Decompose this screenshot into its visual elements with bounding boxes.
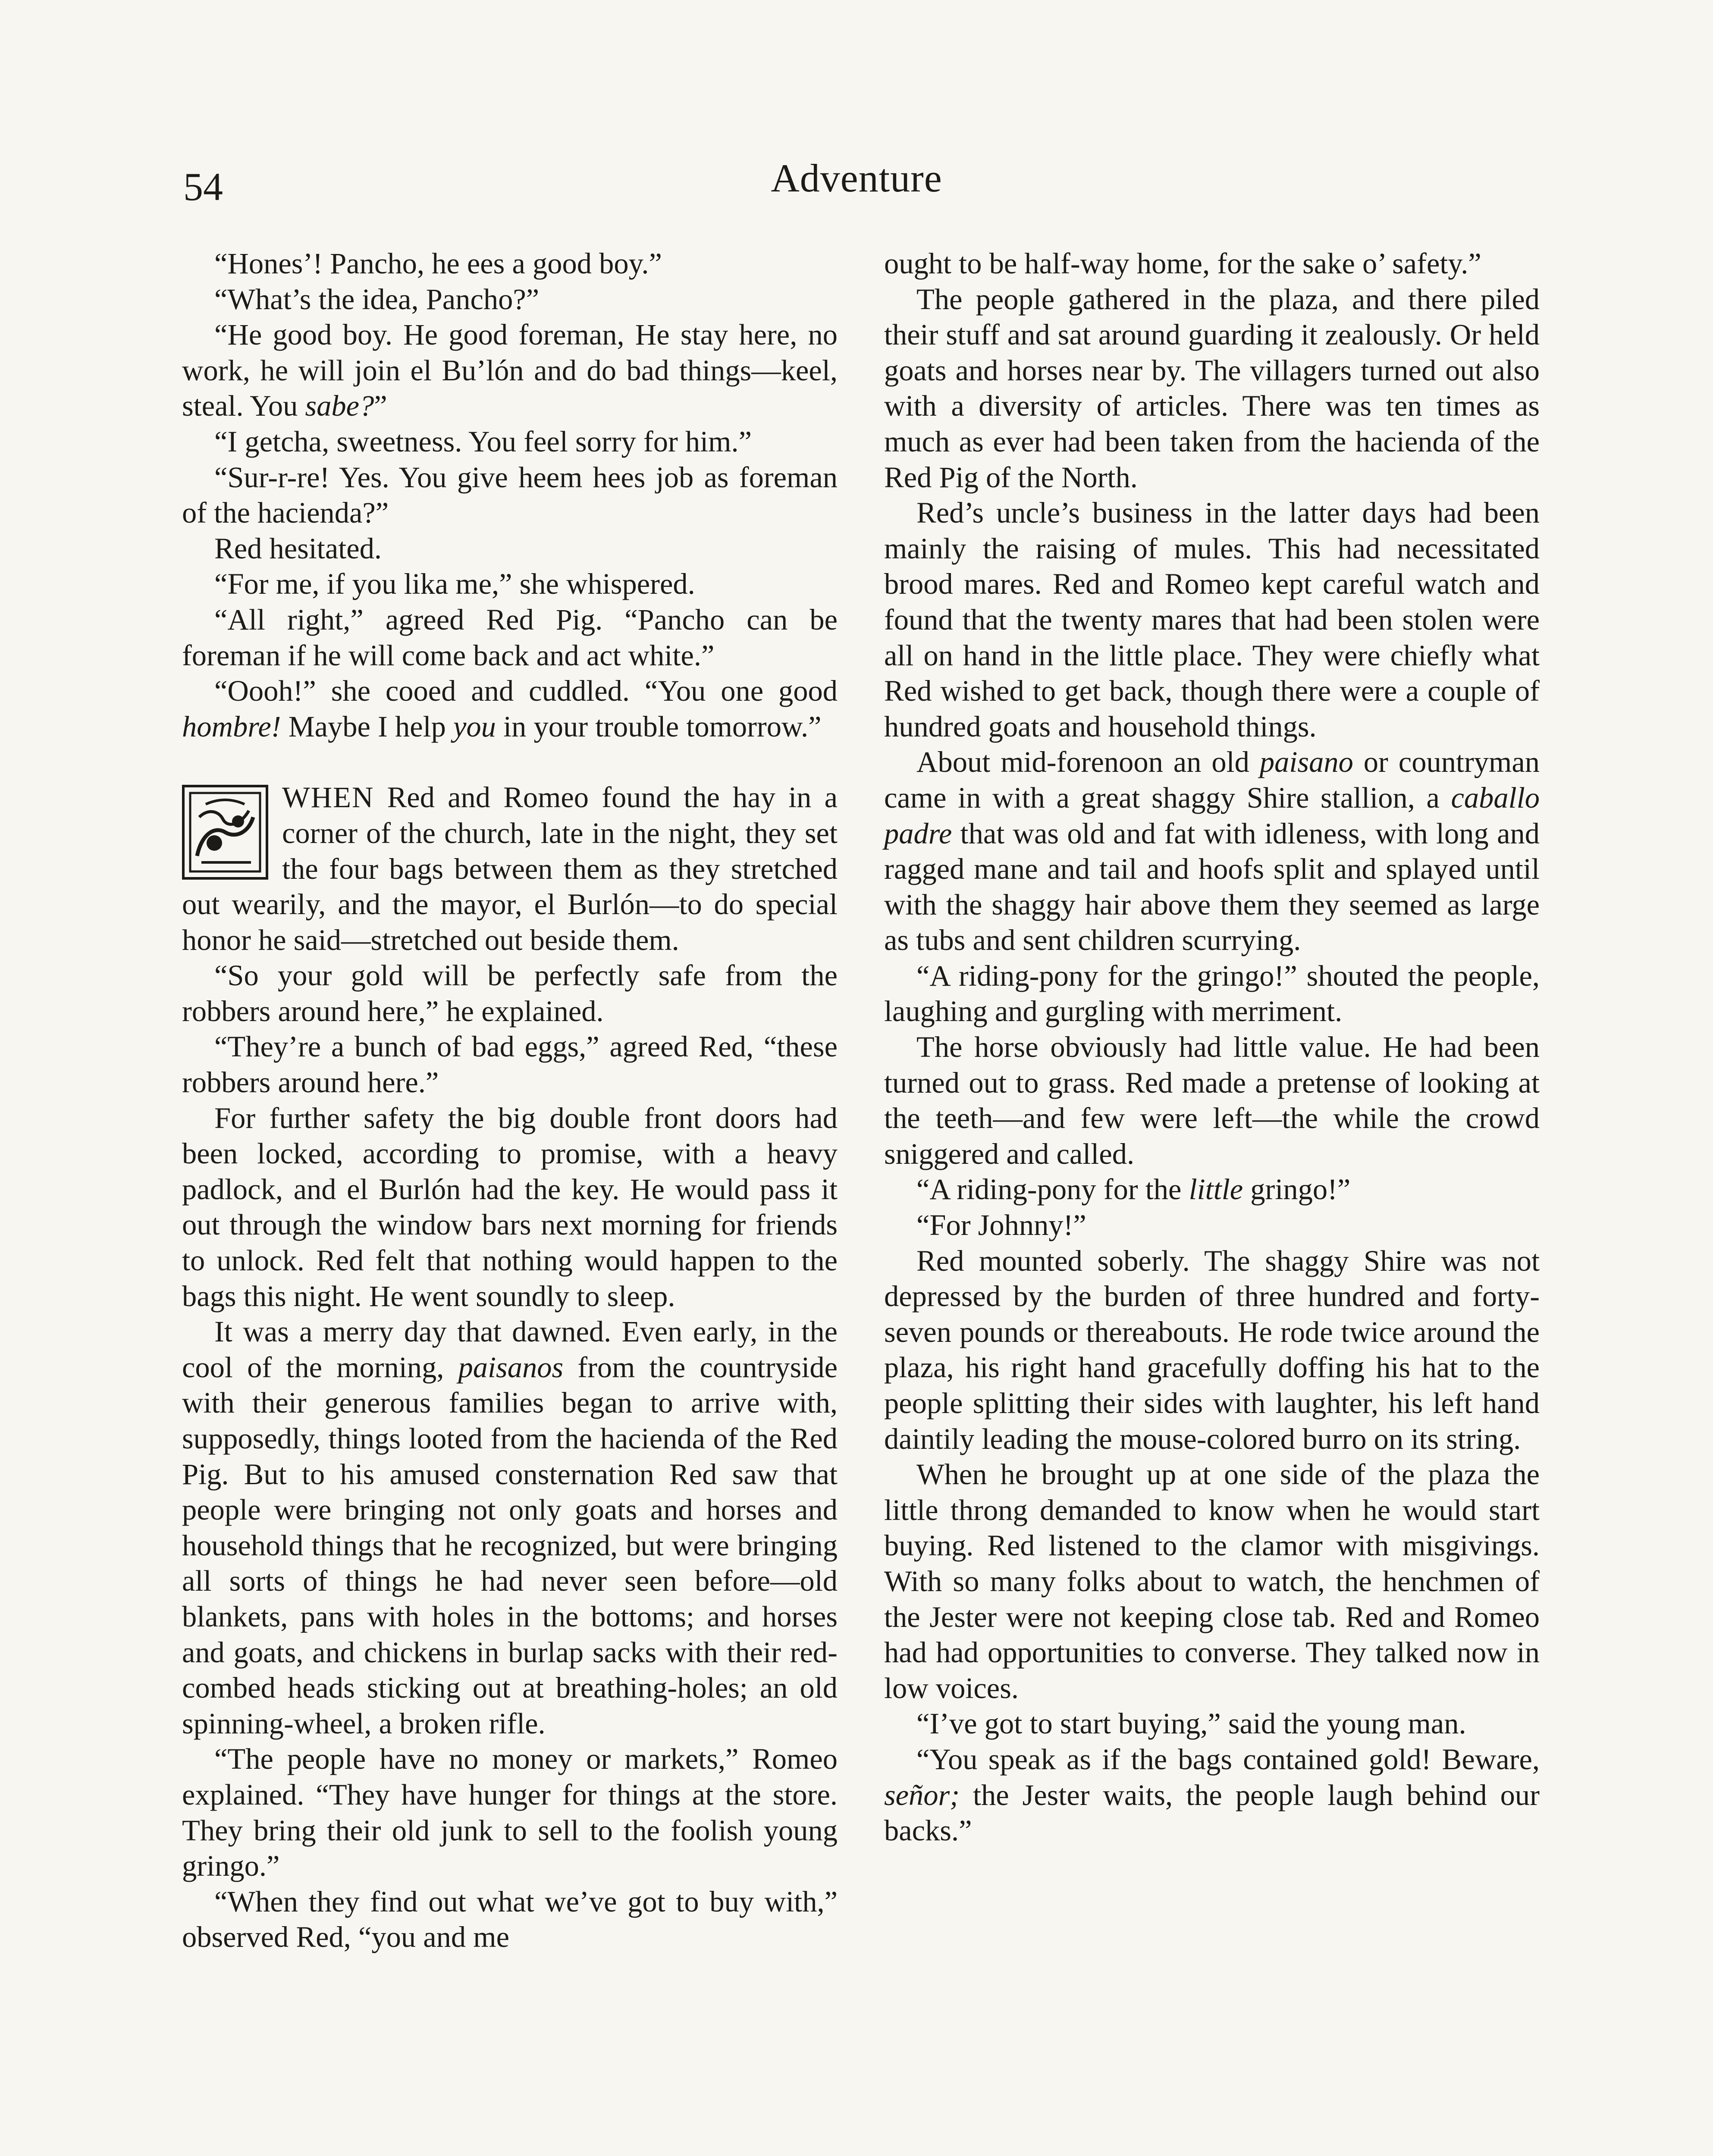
paragraph: “All right,” agreed Red Pig. “Pancho can be foreman if he will come back and act white.”: [182, 603, 838, 672]
paragraph: Red hesitated.: [214, 532, 382, 565]
ornamental-drop-cap-icon: [182, 785, 268, 880]
paragraph: “A riding-pony for the little gringo!”: [916, 1173, 1351, 1206]
paragraph: “So your gold will be perfectly safe from the robbers around here,” he explained.: [182, 959, 838, 1028]
paragraph: Red’s uncle’s business in the latter days had been mainly the raising of mules. This had necessitated brood mares. Red and Romeo kept careful watch and found that the twenty mares that had been stolen were all on hand in the little place. They were chiefly what Red wished to get back, though there were a couple of hundred goats and household things.: [884, 496, 1540, 743]
page-number: 54: [183, 165, 223, 209]
page-header: [0, 155, 1713, 216]
paragraph: For further safety the big double front doors had been locked, according to promise, with a heavy padlock, and el Burlón had the key. He would pass it out through the window bars next morning for friends to unlock. Red felt that nothing would happen to the bags this night. He went soundly to sleep.: [182, 1101, 838, 1313]
paragraph: “The people have no money or markets,” Romeo explained. “They have hunger for things at the store. They bring their old junk to sell to the foolish young gringo.”: [182, 1742, 838, 1883]
running-title: Adventure: [771, 156, 942, 200]
paragraph: The people gathered in the plaza, and there piled their stuff and sat around guarding it zealously. Or held goats and horses near by. The villagers turned out also with a diversity of articles. There was ten times as much as ever had been taken from the hacienda of the Red Pig of the North.: [884, 282, 1540, 494]
paragraph: “For me, if you lika me,” she whispered.: [214, 567, 695, 601]
paragraph: About mid-forenoon an old paisano or countryman came in with a great shaggy Shire stallion, a caballo padre that was old and fat with idleness, with long and ragged mane and tail and hoofs split and splayed until with the shaggy hair above them they seemed as large as tubs and sent children scurrying.: [884, 746, 1540, 957]
paragraph: “When they find out what we’ve got to buy with,” observed Red, “you and me: [182, 1885, 838, 1954]
section-opening-paragraph: WHEN Red and Romeo found the hay in a corner of the church, late in the night, they set the four bags between them as they stretched out wearily, and the mayor, el Burlón—to do special honor he said—stretched out beside them.: [182, 781, 838, 956]
paragraph: “They’re a bunch of bad eggs,” agreed Red, “these robbers around here.”: [182, 1030, 838, 1099]
paragraph: “He good boy. He good foreman, He stay here, no work, he will join el Bu’lón and do bad things—keel, steal. You sabe?”: [182, 318, 838, 423]
paragraph: It was a merry day that dawned. Even early, in the cool of the morning, paisanos from the countryside with their generous families began to arrive with, supposedly, things looted from the hacienda of the Red Pig. But to his amused consternation Red saw that people were bringing not only goats and horses and household things that he recognized, but were bringing all sorts of things he had never seen before—old blankets, pans with holes in the bottoms; and horses and goats, and chickens in burlap sacks with their red-combed heads sticking out at breathing-holes; an old spinning-wheel, a broken rifle.: [182, 1315, 838, 1740]
paragraph: “I getcha, sweetness. You feel sorry for him.”: [214, 425, 752, 458]
paragraph: ought to be half-way home, for the sake o’ safety.”: [884, 247, 1481, 280]
paragraph: “Hones’! Pancho, he ees a good boy.”: [214, 247, 662, 280]
paragraph: “You speak as if the bags contained gold! Beware, señor; the Jester waits, the people laugh behind our backs.”: [884, 1742, 1540, 1847]
paragraph: “Sur-r-re! Yes. You give heem hees job as foreman of the hacienda?”: [182, 461, 838, 530]
right-column: [884, 246, 1540, 1849]
paragraph: When he brought up at one side of the plaza the little throng demanded to know when he would start buying. Red listened to the clamor with misgivings. With so many folks about to watch, the henchmen of the Jester were not keeping close tab. Red and Romeo had had opportunities to converse. They talked now in low voices.: [884, 1458, 1540, 1705]
paragraph: “A riding-pony for the gringo!” shouted the people, laughing and gurgling with merriment.: [884, 959, 1540, 1028]
left-column: [182, 246, 838, 1955]
paragraph: Red mounted soberly. The shaggy Shire was not depressed by the burden of three hundred and forty-seven pounds or thereabouts. He rode twice around the plaza, his right hand gracefully doffing his hat to the people splitting their sides with laughter, his left hand daintily leading the mouse-colored burro on its string.: [884, 1244, 1540, 1455]
paragraph: “For Johnny!”: [916, 1209, 1086, 1242]
paragraph: “I’ve got to start buying,” said the young man.: [916, 1707, 1466, 1740]
paragraph: “What’s the idea, Pancho?”: [214, 282, 540, 316]
paragraph: The horse obviously had little value. He had been turned out to grass. Red made a pretense of looking at the teeth—and few were left—the while the crowd sniggered and called.: [884, 1031, 1540, 1170]
paragraph: “Oooh!” she cooed and cuddled. “You one good hombre! Maybe I help you in your trouble tomorrow.”: [182, 674, 838, 743]
